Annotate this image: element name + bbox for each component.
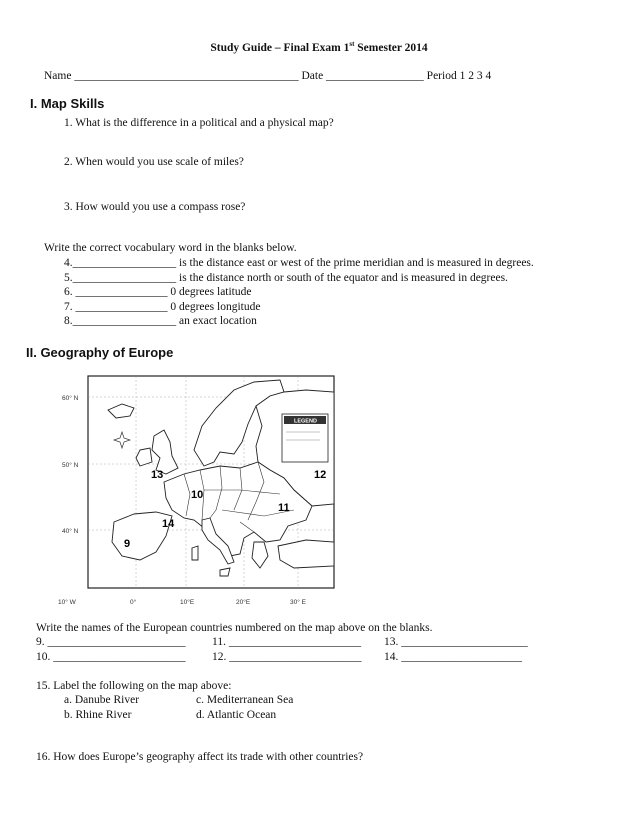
- map-number-13: 13: [151, 469, 164, 481]
- name-date-period-line[interactable]: Name _______________________________________ Date _________________ Period 1 2 3 4: [44, 70, 492, 82]
- vocab-item-7[interactable]: 7. ________________ 0 degrees longitude: [64, 301, 261, 313]
- lat-label-50: 50° N: [62, 462, 79, 469]
- vocab-item-6[interactable]: 6. ________________ 0 degrees latitude: [64, 286, 252, 298]
- lon-label-30e: 30° E: [290, 599, 306, 606]
- lat-label-40: 40° N: [62, 528, 79, 535]
- map-number-10: 10: [191, 489, 204, 501]
- question-3: 3. How would you use a compass rose?: [64, 201, 246, 213]
- turkey-shape: [278, 540, 334, 568]
- map-number-14: 14: [162, 518, 175, 530]
- vocab-item-5[interactable]: 5.__________________ is the distance north or south of the equator and is measured in degrees.: [64, 272, 508, 284]
- lon-label-20e: 20°E: [236, 599, 251, 606]
- country-blank-14[interactable]: 14. _____________________: [384, 651, 522, 663]
- legend-title: LEGEND: [294, 418, 317, 425]
- question-2: 2. When would you use scale of miles?: [64, 156, 244, 168]
- vocab-item-4[interactable]: 4.__________________ is the distance east or west of the prime meridian and is measured in degrees.: [64, 257, 534, 269]
- countries-instructions: Write the names of the European countries numbered on the map above on the blanks.: [36, 622, 433, 634]
- lat-label-60: 60° N: [62, 395, 79, 402]
- label-item-a: a. Danube River: [64, 694, 140, 706]
- country-blank-9[interactable]: 9. ________________________: [36, 636, 186, 648]
- section-geography-heading: II. Geography of Europe: [26, 345, 174, 360]
- map-legend: [282, 414, 328, 462]
- question-16: 16. How does Europe’s geography affect its trade with other countries?: [36, 751, 364, 763]
- lon-label-10e: 10°E: [180, 599, 195, 606]
- page-title: Study Guide – Final Exam 1st Semester 2014: [210, 40, 428, 54]
- map-number-12: 12: [314, 469, 327, 481]
- label-question-15: 15. Label the following on the map above:: [36, 680, 232, 692]
- question-1: 1. What is the difference in a political and a physical map?: [64, 117, 334, 129]
- label-item-b: b. Rhine River: [64, 709, 132, 721]
- lon-label-0: 0°: [130, 599, 137, 606]
- label-item-c: c. Mediterranean Sea: [196, 694, 294, 706]
- map-number-11: 11: [278, 502, 290, 514]
- lon-label-10w: 10° W: [58, 599, 76, 606]
- country-blank-10[interactable]: 10. _______________________: [36, 651, 186, 663]
- map-number-9: 9: [124, 538, 131, 550]
- section-map-skills-heading: I. Map Skills: [30, 96, 105, 111]
- country-blank-12[interactable]: 12. _______________________: [212, 651, 362, 663]
- vocab-instructions: Write the correct vocabulary word in the blanks below.: [44, 242, 297, 254]
- sardinia-shape: [192, 546, 198, 560]
- country-blank-11[interactable]: 11. _______________________: [212, 636, 362, 648]
- vocab-item-8[interactable]: 8.__________________ an exact location: [64, 315, 257, 327]
- country-blank-13[interactable]: 13. ______________________: [384, 636, 528, 648]
- label-item-d: d. Atlantic Ocean: [196, 709, 277, 721]
- europe-map[interactable]: [44, 370, 344, 608]
